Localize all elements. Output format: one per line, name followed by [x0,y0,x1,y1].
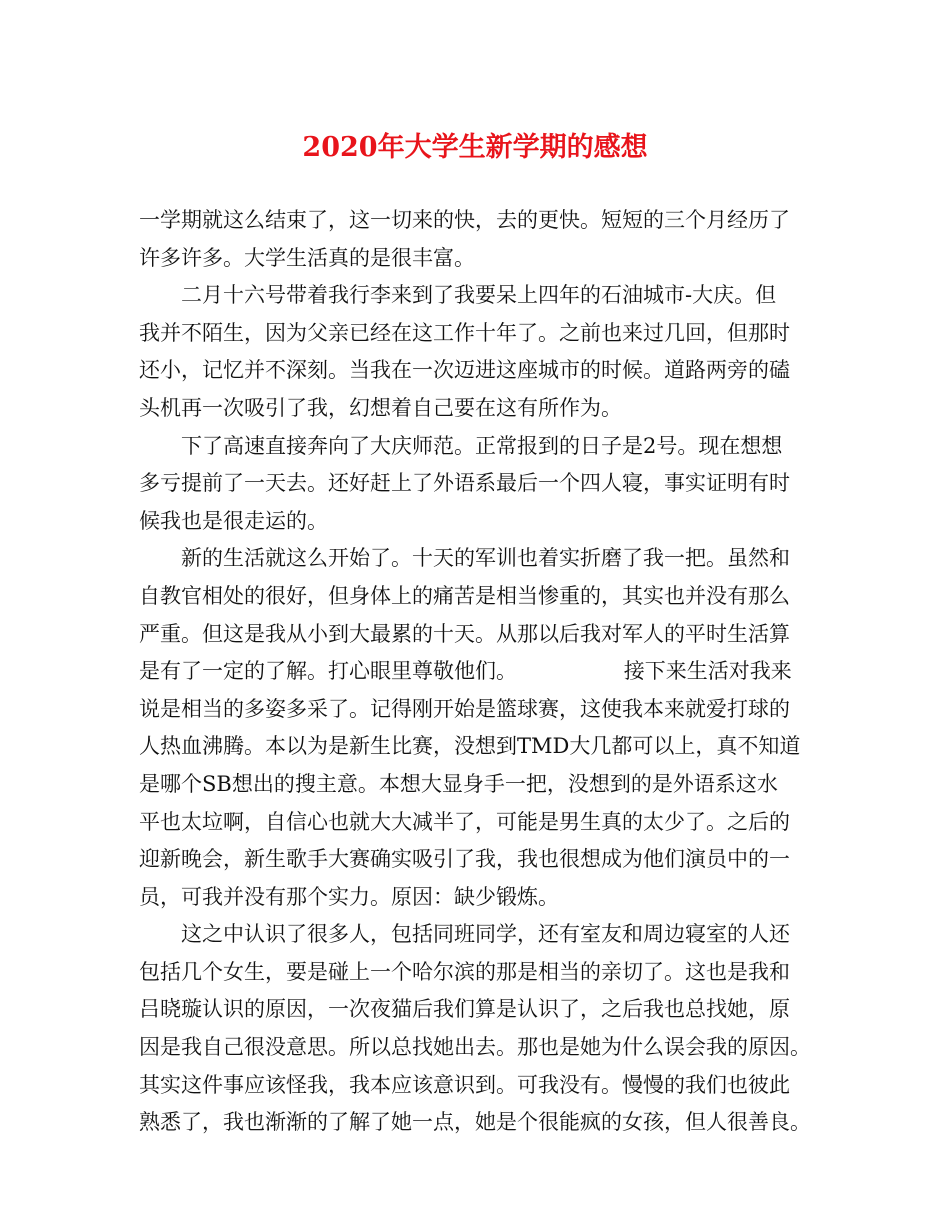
text-line: 是有了一定的了解。打心眼里尊敬他们。 接下来生活对我来 [139,659,792,684]
paragraph [139,540,829,916]
text-line: 迎新晚会，新生歌手大赛确实吸引了我，我也很想成为他们演员中的一 [139,847,790,872]
paragraph [139,202,829,277]
text-line: 这之中认识了很多人，包括同班同学，还有室友和周边寝室的人还 [181,922,790,947]
text-line: 是哪个SB想出的搜主意。本想大显身手一把，没想到的是外语系这水 [139,771,778,796]
text-line: 其实这件事应该怪我，我本应该意识到。可我没有。慢慢的我们也彼此 [139,1072,790,1097]
text-line: 吕晓璇认识的原因，一次夜猫后我们算是认识了，之后我也总找她，原 [139,997,790,1022]
text-line: 下了高速直接奔向了大庆师范。正常报到的日子是2号。现在想想 [181,433,783,458]
text-line: 员，可我并没有那个实力。原因：缺少锻炼。 [139,884,559,909]
document-title: 2020年大学生新学期的感想 [302,132,648,163]
text-line: 新的生活就这么开始了。十天的军训也着实折磨了我一把。虽然和 [181,546,790,571]
text-line: 多亏提前了一天去。还好赶上了外语系最后一个四人寝，事实证明有时 [139,471,790,496]
text-line: 说是相当的多姿多采了。记得刚开始是篮球赛，这使我本来就爱打球的 [139,696,790,721]
paragraph [139,428,829,541]
text-line: 严重。但这是我从小到大最累的十天。从那以后我对军人的平时生活算 [139,621,790,646]
document-body [139,202,829,1142]
text-line: 头机再一次吸引了我，幻想着自己要在这有所作为。 [139,395,622,420]
paragraph [139,277,829,427]
paragraph [139,916,829,1142]
text-line: 还小，记忆并不深刻。当我在一次迈进这座城市的时候。道路两旁的磕 [139,358,790,383]
text-line: 一学期就这么结束了，这一切来的快，去的更快。短短的三个月经历了 [139,208,790,232]
text-line: 二月十六号带着我行李来到了我要呆上四年的石油城市-大庆。但 [181,283,777,308]
text-line: 自教官相处的很好，但身体上的痛苦是相当惨重的，其实也并没有那么 [139,583,790,608]
text-line: 我并不陌生，因为父亲已经在这工作十年了。之前也来过几回，但那时 [139,320,790,345]
text-line: 平也太垃啊，自信心也就大大减半了，可能是男生真的太少了。之后的 [139,809,790,834]
text-line: 许多许多。大学生活真的是很丰富。 [139,245,475,270]
text-line: 熟悉了，我也渐渐的了解了她一点，她是个很能疯的女孩，但人很善良。 [139,1110,811,1135]
text-line: 人热血沸腾。本以为是新生比赛，没想到TMD大几都可以上，真不知道 [139,734,801,759]
text-line: 候我也是很走运的。 [139,508,328,533]
text-line: 因是我自己很没意思。所以总找她出去。那也是她为什么误会我的原因。 [139,1035,811,1060]
text-line: 包括几个女生，要是碰上一个哈尔滨的那是相当的亲切了。这也是我和 [139,959,790,984]
